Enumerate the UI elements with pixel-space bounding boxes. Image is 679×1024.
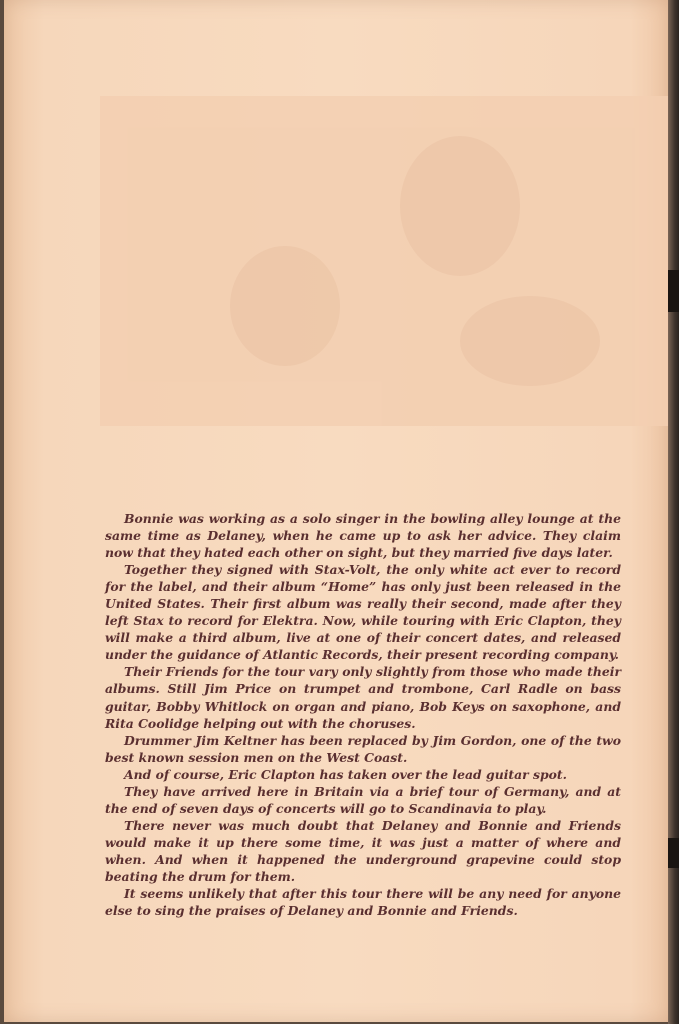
binding-tab	[668, 838, 679, 868]
article-paragraph: Bonnie was working as a solo singer in the bowling alley lounge at the same time as Delaney, when he came up to ask her advice. They claim now that they hated each other on sight, but they married five days later.	[105, 511, 621, 561]
binding-tab	[668, 270, 679, 312]
photo-shadow	[400, 136, 520, 276]
photo-shadow	[460, 296, 600, 386]
page-edge	[668, 0, 679, 1024]
article-text	[105, 510, 621, 919]
faded-photo-area	[100, 96, 673, 426]
photo-shadow	[230, 246, 340, 366]
article-paragraph: Their Friends for the tour vary only slightly from those who made their albums. Still Jim Price on trumpet and trombone, Carl Radle on bass guitar, Bobby Whitlock on organ and piano, Bob Keys on saxophone, and Rita Coolidge helping out with the choruses.	[105, 664, 621, 731]
article-paragraph: Together they signed with Stax-Volt, the only white act ever to record for the label, and their album “Home” has only just been released in the United States. Their first album was really their second, made after they left Stax to record for Elektra. Now, while touring with Eric Clapton, they will make a third album, live at one of their concert dates, and released under the guidance of Atlantic Records, their present recording company.	[105, 562, 621, 663]
article-paragraph: And of course, Eric Clapton has taken over the lead guitar spot.	[124, 766, 567, 782]
article-paragraph: They have arrived here in Britain via a brief tour of Germany, and at the end of seven days of concerts will go to Scandinavia to play.	[105, 783, 621, 816]
article-paragraph: Drummer Jim Keltner has been replaced by Jim Gordon, one of the two best known session men on the West Coast.	[105, 732, 621, 765]
article-paragraph: It seems unlikely that after this tour there will be any need for anyone else to sing the praises of Delaney and Bonnie and Friends.	[105, 886, 621, 919]
article-paragraph: There never was much doubt that Delaney and Bonnie and Friends would make it up there some time, it was just a matter of where and when. And when it happened the underground grapevine could stop beating the drum for them.	[105, 817, 621, 884]
